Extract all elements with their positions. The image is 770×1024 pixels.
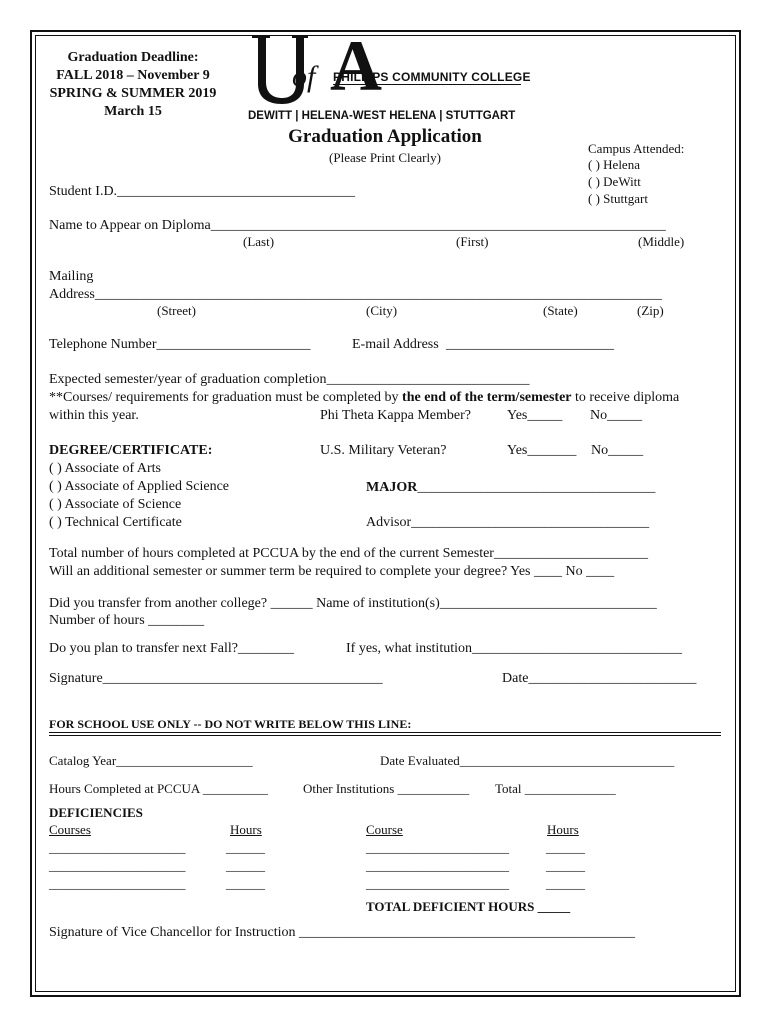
degree-option-aas[interactable]: ( ) Associate of Applied Science — [49, 479, 230, 494]
middle-label: (Middle) — [638, 234, 685, 249]
hours-column-header-2: Hours — [547, 822, 579, 837]
deadline-fall: FALL 2018 – November 9 — [56, 68, 210, 83]
logo-underline — [333, 84, 521, 85]
transfer-next-field[interactable]: Do you plan to transfer next Fall?________ — [49, 641, 294, 656]
deficiency-hours-1[interactable]: ______ — [226, 840, 265, 855]
deficiencies-heading: DEFICIENCIES — [49, 805, 143, 820]
deficiency-hours-2[interactable]: ______ — [226, 858, 265, 873]
deadline-spring-date: March 15 — [104, 104, 162, 119]
logo-of-text: of — [292, 60, 316, 93]
date-field[interactable]: Date________________________ — [502, 671, 697, 686]
transfer-institution-field[interactable]: If yes, what institution______________________________ — [346, 641, 682, 656]
student-id-field[interactable]: Student I.D.__________________________________ — [49, 184, 356, 199]
deficiency-hours-4[interactable]: ______ — [546, 840, 585, 855]
deadline-spring: SPRING & SUMMER 2019 — [49, 86, 217, 101]
hours-column-header: Hours — [230, 822, 262, 837]
expected-completion-field[interactable]: Expected semester/year of graduation completion_____________________________ — [49, 372, 530, 387]
hours-completed-field[interactable]: Total number of hours completed at PCCUA by the end of the current Semester______________________ — [49, 546, 648, 561]
email-field[interactable]: ________________________ — [446, 337, 614, 352]
campus-list: DEWITT | HELENA-WEST HELENA | STUTTGART — [248, 110, 516, 122]
veteran-label: U.S. Military Veteran? — [320, 443, 447, 458]
campus-option-stuttgart[interactable]: ( ) Stuttgart — [588, 191, 648, 206]
college-logo — [248, 34, 338, 104]
school-use-divider-1 — [49, 732, 721, 733]
deficiency-course-6[interactable]: ______________________ — [366, 876, 509, 891]
degree-option-tc[interactable]: ( ) Technical Certificate — [49, 515, 182, 530]
total-field[interactable]: Total ______________ — [495, 781, 616, 796]
deficiency-course-5[interactable]: ______________________ — [366, 858, 509, 873]
degree-option-aa[interactable]: ( ) Associate of Arts — [49, 461, 161, 476]
deadline-title: Graduation Deadline: — [67, 50, 199, 65]
diploma-name-field[interactable]: Name to Appear on Diploma_________________________________________________________________ — [49, 218, 666, 233]
signature-field[interactable]: Signature________________________________________ — [49, 671, 383, 686]
veteran-yes-field[interactable]: Yes_______ — [507, 443, 577, 458]
campus-option-dewitt[interactable]: ( ) DeWitt — [588, 174, 641, 189]
email-label: E-mail Address — [352, 337, 439, 352]
ptk-label: Phi Theta Kappa Member? — [320, 408, 471, 423]
degree-option-as[interactable]: ( ) Associate of Science — [49, 497, 182, 512]
date-evaluated-field[interactable]: Date Evaluated_________________________________ — [380, 753, 675, 768]
state-label: (State) — [543, 303, 578, 318]
last-label: (Last) — [243, 234, 275, 249]
street-label: (Street) — [157, 303, 196, 318]
course-column-header: Course — [366, 822, 403, 837]
total-deficient-hours-field[interactable]: TOTAL DEFICIENT HOURS _____ — [366, 899, 571, 914]
city-label: (City) — [366, 303, 398, 318]
telephone-field[interactable]: Telephone Number______________________ — [49, 337, 311, 352]
mailing-label: Mailing — [49, 269, 94, 284]
ptk-yes-field[interactable]: Yes_____ — [507, 408, 563, 423]
college-name: PHILLIPS COMMUNITY COLLEGE — [333, 70, 531, 84]
number-of-hours-field[interactable]: Number of hours ________ — [49, 613, 205, 628]
transfer-from-field[interactable]: Did you transfer from another college? ______ Name of institution(s)_______________________________ — [49, 596, 657, 611]
courses-column-header: Courses — [49, 822, 91, 837]
deficiency-course-1[interactable]: _____________________ — [49, 840, 186, 855]
campus-attended-label: Campus Attended: — [588, 141, 685, 156]
deficiency-course-4[interactable]: ______________________ — [366, 840, 509, 855]
within-year-text: within this year. — [49, 408, 139, 423]
campus-option-helena[interactable]: ( ) Helena — [588, 157, 640, 172]
deficiency-hours-3[interactable]: ______ — [226, 876, 265, 891]
deficiency-course-2[interactable]: _____________________ — [49, 858, 186, 873]
additional-term-field[interactable]: Will an additional semester or summer term be required to complete your degree? Yes ____ No ____ — [49, 564, 615, 579]
zip-label: (Zip) — [637, 303, 664, 318]
first-label: (First) — [456, 234, 489, 249]
ptk-no-field[interactable]: No_____ — [590, 408, 643, 423]
deficiency-course-3[interactable]: _____________________ — [49, 876, 186, 891]
logo-a-letter: A — [330, 26, 382, 106]
form-subtitle: (Please Print Clearly) — [329, 150, 441, 165]
address-field[interactable]: Address_________________________________________________________________________________ — [49, 287, 662, 302]
form-title: Graduation Application — [288, 126, 482, 147]
degree-heading: DEGREE/CERTIFICATE: — [49, 443, 213, 458]
major-field[interactable]: MAJOR__________________________________ — [366, 480, 656, 495]
veteran-no-field[interactable]: No_____ — [591, 443, 644, 458]
hours-pccua-field[interactable]: Hours Completed at PCCUA __________ — [49, 781, 268, 796]
deficiency-hours-5[interactable]: ______ — [546, 858, 585, 873]
deficiency-hours-6[interactable]: ______ — [546, 876, 585, 891]
other-institutions-field[interactable]: Other Institutions ___________ — [303, 781, 470, 796]
catalog-year-field[interactable]: Catalog Year_____________________ — [49, 753, 253, 768]
school-use-divider-2 — [49, 735, 721, 736]
advisor-field[interactable]: Advisor__________________________________ — [366, 515, 650, 530]
vice-chancellor-signature-field[interactable]: Signature of Vice Chancellor for Instruction ________________________________________________ — [49, 925, 636, 940]
school-use-heading: FOR SCHOOL USE ONLY -- DO NOT WRITE BELOW THIS LINE: — [49, 717, 412, 731]
courses-note: **Courses/ requirements for graduation must be completed by the end of the term/semester to receive diploma — [49, 390, 680, 405]
